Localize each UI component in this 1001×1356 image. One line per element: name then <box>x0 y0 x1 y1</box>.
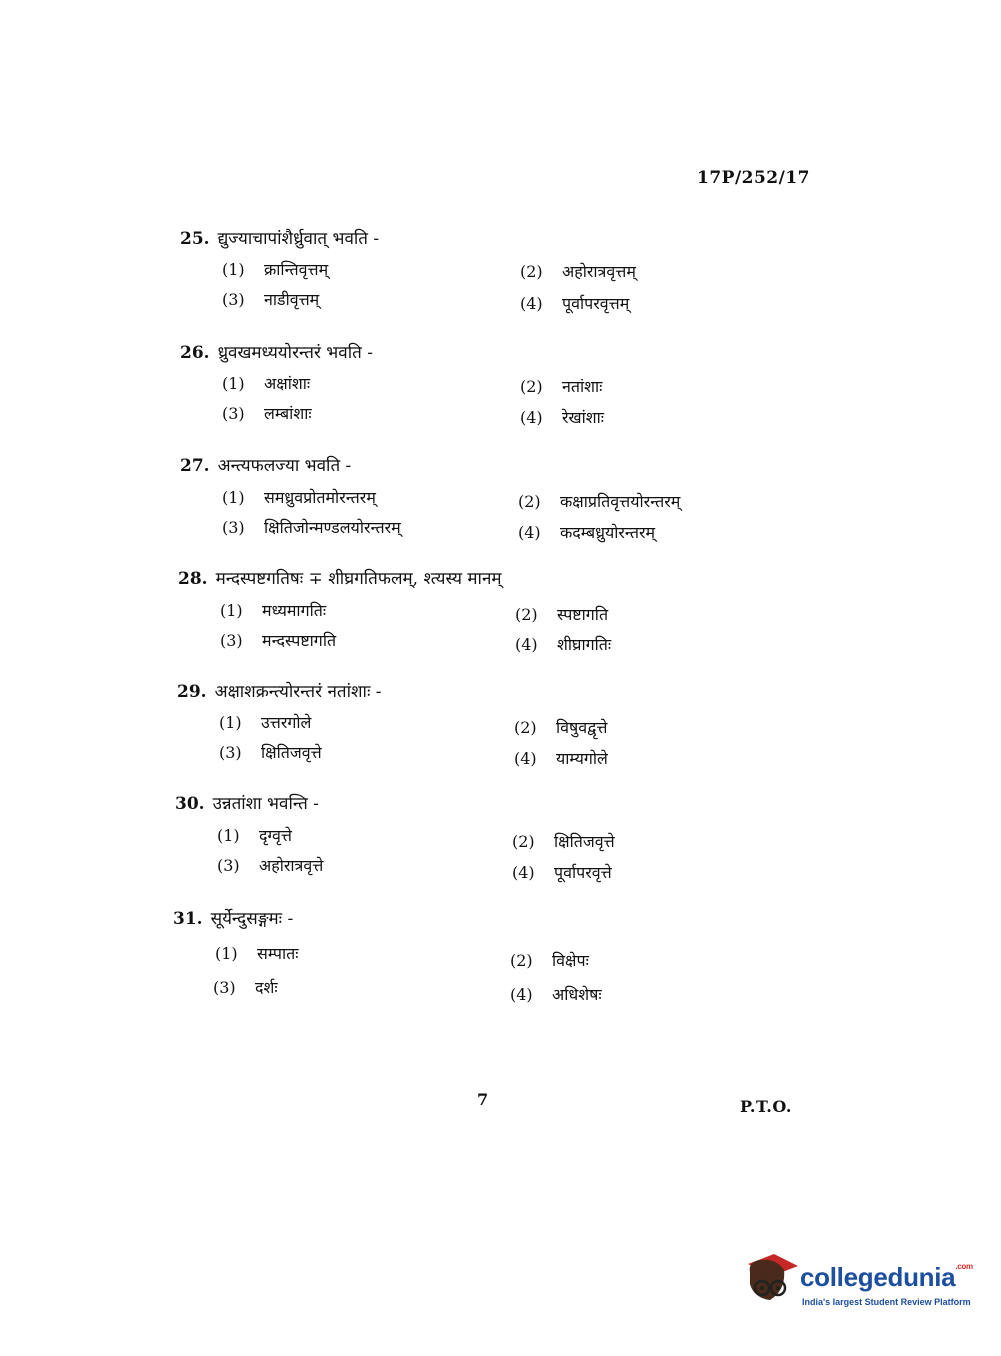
brand-name <box>800 1262 973 1293</box>
option-number: (4) <box>520 294 543 313</box>
option-number: (3) <box>222 404 245 423</box>
option-text: नतांशाः <box>562 377 603 396</box>
question-stem <box>173 906 293 929</box>
option-3 <box>217 854 323 876</box>
question-text: द्युज्याचापांशैर्ध्रुवात् भवति - <box>217 229 380 249</box>
option-1 <box>222 372 310 394</box>
question-number: 30. <box>175 794 205 814</box>
option-text: क्षितिजोन्मण्डलयोरन्तरम् <box>264 518 401 537</box>
collegedunia-watermark <box>740 1250 973 1320</box>
option-text: नाडीवृत्तम् <box>264 290 320 309</box>
question-text: अक्षाशक्रन्त्योरन्तरं नतांशाः - <box>214 682 382 702</box>
question-29 <box>177 679 937 779</box>
option-number: (3) <box>222 518 245 537</box>
option-text: अहोरात्रवृत्ते <box>259 856 324 875</box>
option-text: विषुवद्वृत्ते <box>556 718 608 737</box>
question-28 <box>178 566 938 666</box>
option-text: अहोरात्रवृत्तम् <box>562 262 636 281</box>
option-1 <box>217 824 292 846</box>
question-30 <box>175 791 935 891</box>
option-text: अधिशेषः <box>552 985 602 1004</box>
option-text: विक्षेपः <box>552 951 589 970</box>
question-25 <box>180 226 940 326</box>
option-number: (1) <box>215 944 238 963</box>
option-4 <box>515 633 611 655</box>
question-27 <box>180 453 940 553</box>
option-number: (2) <box>520 262 543 281</box>
option-2 <box>514 716 607 738</box>
question-text: मन्दस्पष्टगतिषः ∓ शीघ्रगतिफलम्, श्त्यस्य मानम् <box>215 569 502 589</box>
option-text: क्षितिजवृत्ते <box>554 832 615 851</box>
brand-name-text: collegedunia <box>800 1262 956 1292</box>
question-stem <box>178 566 502 589</box>
option-number: (3) <box>220 631 243 650</box>
option-number: (1) <box>222 374 245 393</box>
option-text: समध्रुवप्रोतमोरन्तरम् <box>264 488 376 507</box>
option-text: पूर्वापरवृत्ते <box>554 863 612 882</box>
question-text: अन्त्यफलज्या भवति - <box>217 456 352 476</box>
option-text: स्पष्टागति <box>557 605 609 624</box>
question-stem <box>175 791 319 814</box>
brand-suffix: .com <box>955 1262 973 1271</box>
question-stem <box>180 226 379 249</box>
option-text: क्रान्तिवृत्तम् <box>264 260 329 279</box>
option-2 <box>520 260 636 282</box>
mascot-icon <box>740 1250 800 1310</box>
option-text: अक्षांशाः <box>264 374 311 393</box>
option-text: मध्यमागतिः <box>262 601 327 620</box>
question-26 <box>180 340 940 440</box>
option-number: (4) <box>518 523 541 542</box>
question-number: 31. <box>173 909 203 929</box>
question-number: 26. <box>180 343 210 363</box>
brand-tagline: India's largest Student Review Platform <box>802 1297 971 1307</box>
option-number: (4) <box>512 863 535 882</box>
option-1 <box>222 258 328 280</box>
option-3 <box>222 402 312 424</box>
option-number: (2) <box>520 377 543 396</box>
option-3 <box>213 976 278 998</box>
option-4 <box>520 406 604 428</box>
option-text: शीघ्रागतिः <box>557 635 612 654</box>
option-number: (4) <box>510 985 533 1004</box>
option-number: (1) <box>219 713 242 732</box>
question-number: 28. <box>178 569 208 589</box>
option-4 <box>518 521 655 543</box>
option-number: (2) <box>515 605 538 624</box>
option-text: कक्षाप्रतिवृत्तयोरन्तरम् <box>560 492 681 511</box>
option-number: (1) <box>220 601 243 620</box>
question-number: 29. <box>177 682 207 702</box>
option-number: (2) <box>514 718 537 737</box>
option-text: कदम्बध्रुयोरन्तरम् <box>560 523 656 542</box>
option-4 <box>520 292 629 314</box>
option-3 <box>219 741 322 763</box>
question-stem <box>177 679 382 702</box>
option-number: (1) <box>217 826 240 845</box>
option-text: दर्शः <box>255 978 278 997</box>
option-number: (3) <box>222 290 245 309</box>
option-number: (2) <box>510 951 533 970</box>
option-1 <box>220 599 326 621</box>
option-number: (4) <box>514 749 537 768</box>
option-1 <box>219 711 311 733</box>
question-stem <box>180 453 351 476</box>
option-4 <box>514 747 608 769</box>
option-2 <box>520 375 602 397</box>
option-number: (4) <box>520 408 543 427</box>
option-2 <box>515 603 608 625</box>
option-3 <box>222 288 319 310</box>
question-number: 27. <box>180 456 210 476</box>
option-number: (3) <box>217 856 240 875</box>
option-number: (1) <box>222 488 245 507</box>
option-text: पूर्वापरवृत्तम् <box>562 294 630 313</box>
option-text: लम्बांशाः <box>264 404 312 423</box>
option-2 <box>518 490 680 512</box>
option-number: (2) <box>518 492 541 511</box>
option-text: सम्पातः <box>257 944 299 963</box>
option-number: (3) <box>219 743 242 762</box>
option-number: (2) <box>512 832 535 851</box>
option-text: रेखांशाः <box>562 408 605 427</box>
option-1 <box>215 942 299 964</box>
question-text: सूर्येन्दुसङ्गमः - <box>210 909 294 929</box>
option-number: (1) <box>222 260 245 279</box>
option-4 <box>510 983 602 1005</box>
option-text: याम्यगोले <box>556 749 608 768</box>
option-3 <box>220 629 336 651</box>
option-number: (3) <box>213 978 236 997</box>
question-31 <box>173 906 933 1006</box>
option-2 <box>512 830 615 852</box>
option-text: क्षितिजवृत्ते <box>261 743 322 762</box>
question-stem <box>180 340 373 363</box>
paper-code: 17P/252/17 <box>697 168 811 188</box>
option-text: मन्दस्पष्टागति <box>262 631 337 650</box>
question-number: 25. <box>180 229 210 249</box>
option-text: दृग्वृत्ते <box>259 826 292 845</box>
option-1 <box>222 486 376 508</box>
question-text: उन्नतांशा भवन्ति - <box>212 794 319 814</box>
option-4 <box>512 861 612 883</box>
question-text: ध्रुवखमध्ययोरन्तरं भवति - <box>217 343 373 363</box>
option-text: उत्तरगोले <box>261 713 312 732</box>
option-3 <box>222 516 401 538</box>
option-2 <box>510 949 589 971</box>
pto-note: P.T.O. <box>740 1097 792 1116</box>
option-number: (4) <box>515 635 538 654</box>
page-number: 7 <box>477 1090 489 1109</box>
